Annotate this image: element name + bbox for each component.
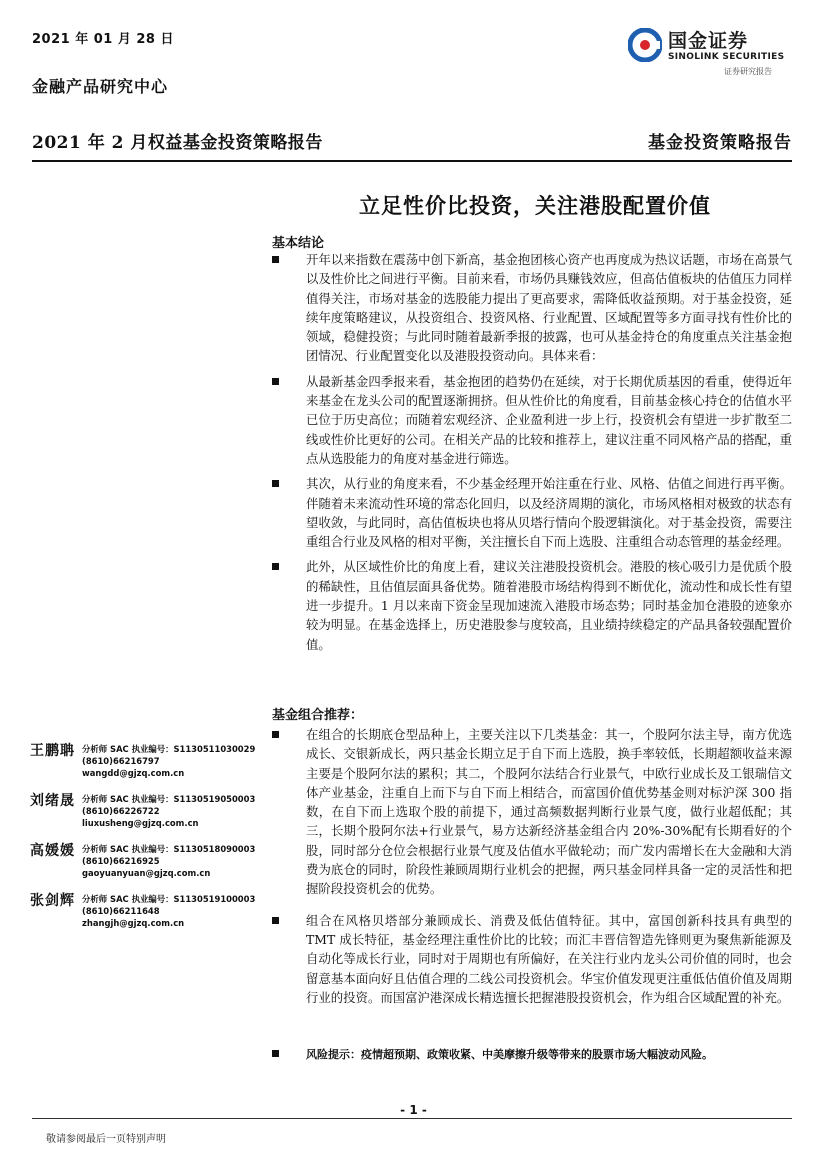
headline: 立足性价比投资，关注港股配置价值 — [359, 193, 711, 218]
logo-chinese-name: 国金证券 — [668, 30, 749, 52]
analyst-cert: 分析师 SAC 执业编号：S1130519100003 — [82, 894, 256, 904]
conclusion-heading: 基本结论 — [272, 236, 325, 251]
report-type: 基金投资策略报告 — [648, 133, 792, 153]
bullet-square-icon — [272, 1050, 279, 1057]
risk-text: 风险提示：疫情超预期、政策收紧、中美摩擦升级等带来的股票市场大幅波动风险。 — [306, 1048, 713, 1061]
portfolio-item — [272, 725, 792, 899]
bullet-square-icon — [272, 378, 279, 385]
conclusion-item — [272, 557, 792, 653]
company-logo — [628, 24, 798, 80]
conclusion-item — [272, 250, 792, 366]
analyst-email[interactable]: wangdd@gjzq.com.cn — [82, 768, 185, 778]
analyst-name: 高媛媛 — [30, 843, 75, 859]
conclusion-text: 开年以来指数在震荡中创下新高，基金抱团核心资产也再度成为热议话题，市场在高景气以及性价比之间进行平衡。目前来看，市场仍具赚钱效应，但高估值板块的估值压力同样值得关注，市场对基金的选股能力提出了更高要求，需降低收益预期。对于基金投资，延续年度策略建议，从投资组合、投资风格、行业配置、区域配置等多方面寻找有性价比的领域，稳健投资；与此同时随着最新季报的披露，也可从基金持仓的角度重点关注基金抱团情况、行业配置变化以及港股投资动向。具体来看： — [306, 252, 792, 364]
portfolio-heading: 基金组合推荐： — [272, 708, 364, 723]
header-rule — [32, 160, 792, 162]
title-row — [32, 128, 792, 156]
conclusion-text: 此外，从区域性价比的角度上看，建议关注港股投资机会。港股的核心吸引力是优质个股的稀缺性，且估值层面具备优势。随着港股市场结构得到不断优化，流动性和成长性有望进一步提升。1 月以来南下资金呈现加速流入港股市场态势；同时基金加仓港股的迹象亦较为明显。在基金选择上，历史港股参与度较高，且业绩持续稳定的产品具备较强配置价值。 — [306, 559, 792, 652]
logo-english-name: SINOLINK SECURITIES — [668, 52, 785, 62]
research-center: 金融产品研究中心 — [32, 77, 169, 96]
analyst-email[interactable]: gaoyuanyuan@gjzq.com.cn — [82, 868, 211, 878]
analyst-cert: 分析师 SAC 执业编号：S1130518090003 — [82, 844, 256, 854]
analyst-email[interactable]: zhangjh@gjzq.com.cn — [82, 918, 185, 928]
bullet-square-icon — [272, 731, 279, 738]
bullet-square-icon — [272, 480, 279, 487]
analyst-phone: (8610)66216797 — [82, 756, 160, 766]
portfolio-text: 组合在风格贝塔部分兼顾成长、消费及低估值特征。其中，富国创新科技具有典型的 TMT 成长特征，基金经理注重性价比的比较；而汇丰晋信智造先锋则更为聚焦新能源及自动化等成长行业，同时对于周期也有所偏好，在关注行业内龙头公司价值的同时，也会留意基本面向好且估值合理的二线公司投资机会。华宝价值发现更注重低估值价值及周期行业的投资。而国富沪港深成长精选擅长把握港股投资机会，作为组合区域配置的补充。 — [306, 912, 792, 1005]
conclusion-text: 其次，从行业的角度来看，不少基金经理开始注重在行业、风格、估值之间进行再平衡。伴随着未来流动性环境的常态化回归，以及经济周期的演化，市场风格相对极致的状态有望收敛，与此同时，高估值板块也将从贝塔行情向个股逻辑演化。对于基金投资，需要注重组合行业及风格的相对平衡，关注擅长自下而上选股、注重组合动态管理的基金经理。 — [306, 476, 792, 550]
analyst-phone: (8610)66226722 — [82, 806, 160, 816]
analyst-name: 刘绪晟 — [30, 793, 75, 809]
analyst-name: 张剑辉 — [30, 893, 75, 909]
report-date: 2021 年 01 月 28 日 — [32, 32, 174, 47]
report-title: 2021 年 2 月权益基金投资策略报告 — [32, 133, 323, 153]
footer-rule — [32, 1118, 792, 1119]
conclusion-item — [272, 474, 792, 551]
portfolio-list — [272, 725, 792, 1007]
conclusion-text: 从最新基金四季报来看，基金抱团的趋势仍在延续，对于长期优质基因的看重，使得近年来基金在龙头公司的配置逐渐拥挤。但从性价比的角度看，目前基金核心持仓的估值水平已位于历史高位；而随着宏观经济、企业盈利进一步上行，投资机会有望进一步扩散至二线或性价比更好的公司。在相关产品的比较和推荐上，建议注重不同风格产品的搭配，重点从选股能力的角度对基金进行筛选。 — [306, 373, 792, 466]
page-number: - 1 - — [400, 1103, 427, 1117]
bullet-square-icon — [272, 563, 279, 570]
analyst-cert: 分析师 SAC 执业编号：S1130519050003 — [82, 794, 256, 804]
portfolio-text: 在组合的长期底仓型品种上，主要关注以下几类基金：其一，个股阿尔法主导，南方优选成长、交银新成长，两只基金长期立足于自下而上选股，换手率较低，长期超额收益来源主要是个股阿尔法的累积；其二，个股阿尔法结合行业景气，中欧行业成长及工银瑞信文体产业基金，注重自上而下与自下而上相结合，而富国价值优势基金则对标沪深 300 指数，在自下而上选取个股的前提下，通过高频数据判断行业景气度，做行业超低配；其三，长期个股阿尔法+行业景气，易方达新经济基金组合内 20%-30%配有长期看好的个股，同时部分仓位会根据行业景气度及估值水平做轮动；而广发内需增长在大金融和大消费为底仓的同时，阶段性兼顾周期行业机会的把握，两只基金同样具备一定的灵活性和把握阶段投资机会的优势。 — [306, 727, 792, 897]
logo-subtitle: 证券研究报告 — [724, 67, 772, 76]
analyst-cert: 分析师 SAC 执业编号：S1130511030029 — [82, 744, 256, 754]
risk-warning — [272, 1046, 792, 1062]
logo-mark-icon — [628, 28, 662, 62]
conclusion-item — [272, 372, 792, 468]
conclusion-list — [272, 250, 792, 654]
analyst-name: 王鹏聃 — [30, 743, 75, 759]
bullet-square-icon — [272, 256, 279, 263]
footer-disclaimer: 敬请参阅最后一页特别声明 — [46, 1134, 166, 1145]
analyst-phone: (8610)66216925 — [82, 856, 160, 866]
portfolio-item — [272, 911, 792, 1007]
analyst-email[interactable]: liuxusheng@gjzq.com.cn — [82, 818, 199, 828]
analyst-phone: (8610)66211648 — [82, 906, 160, 916]
bullet-square-icon — [272, 917, 279, 924]
